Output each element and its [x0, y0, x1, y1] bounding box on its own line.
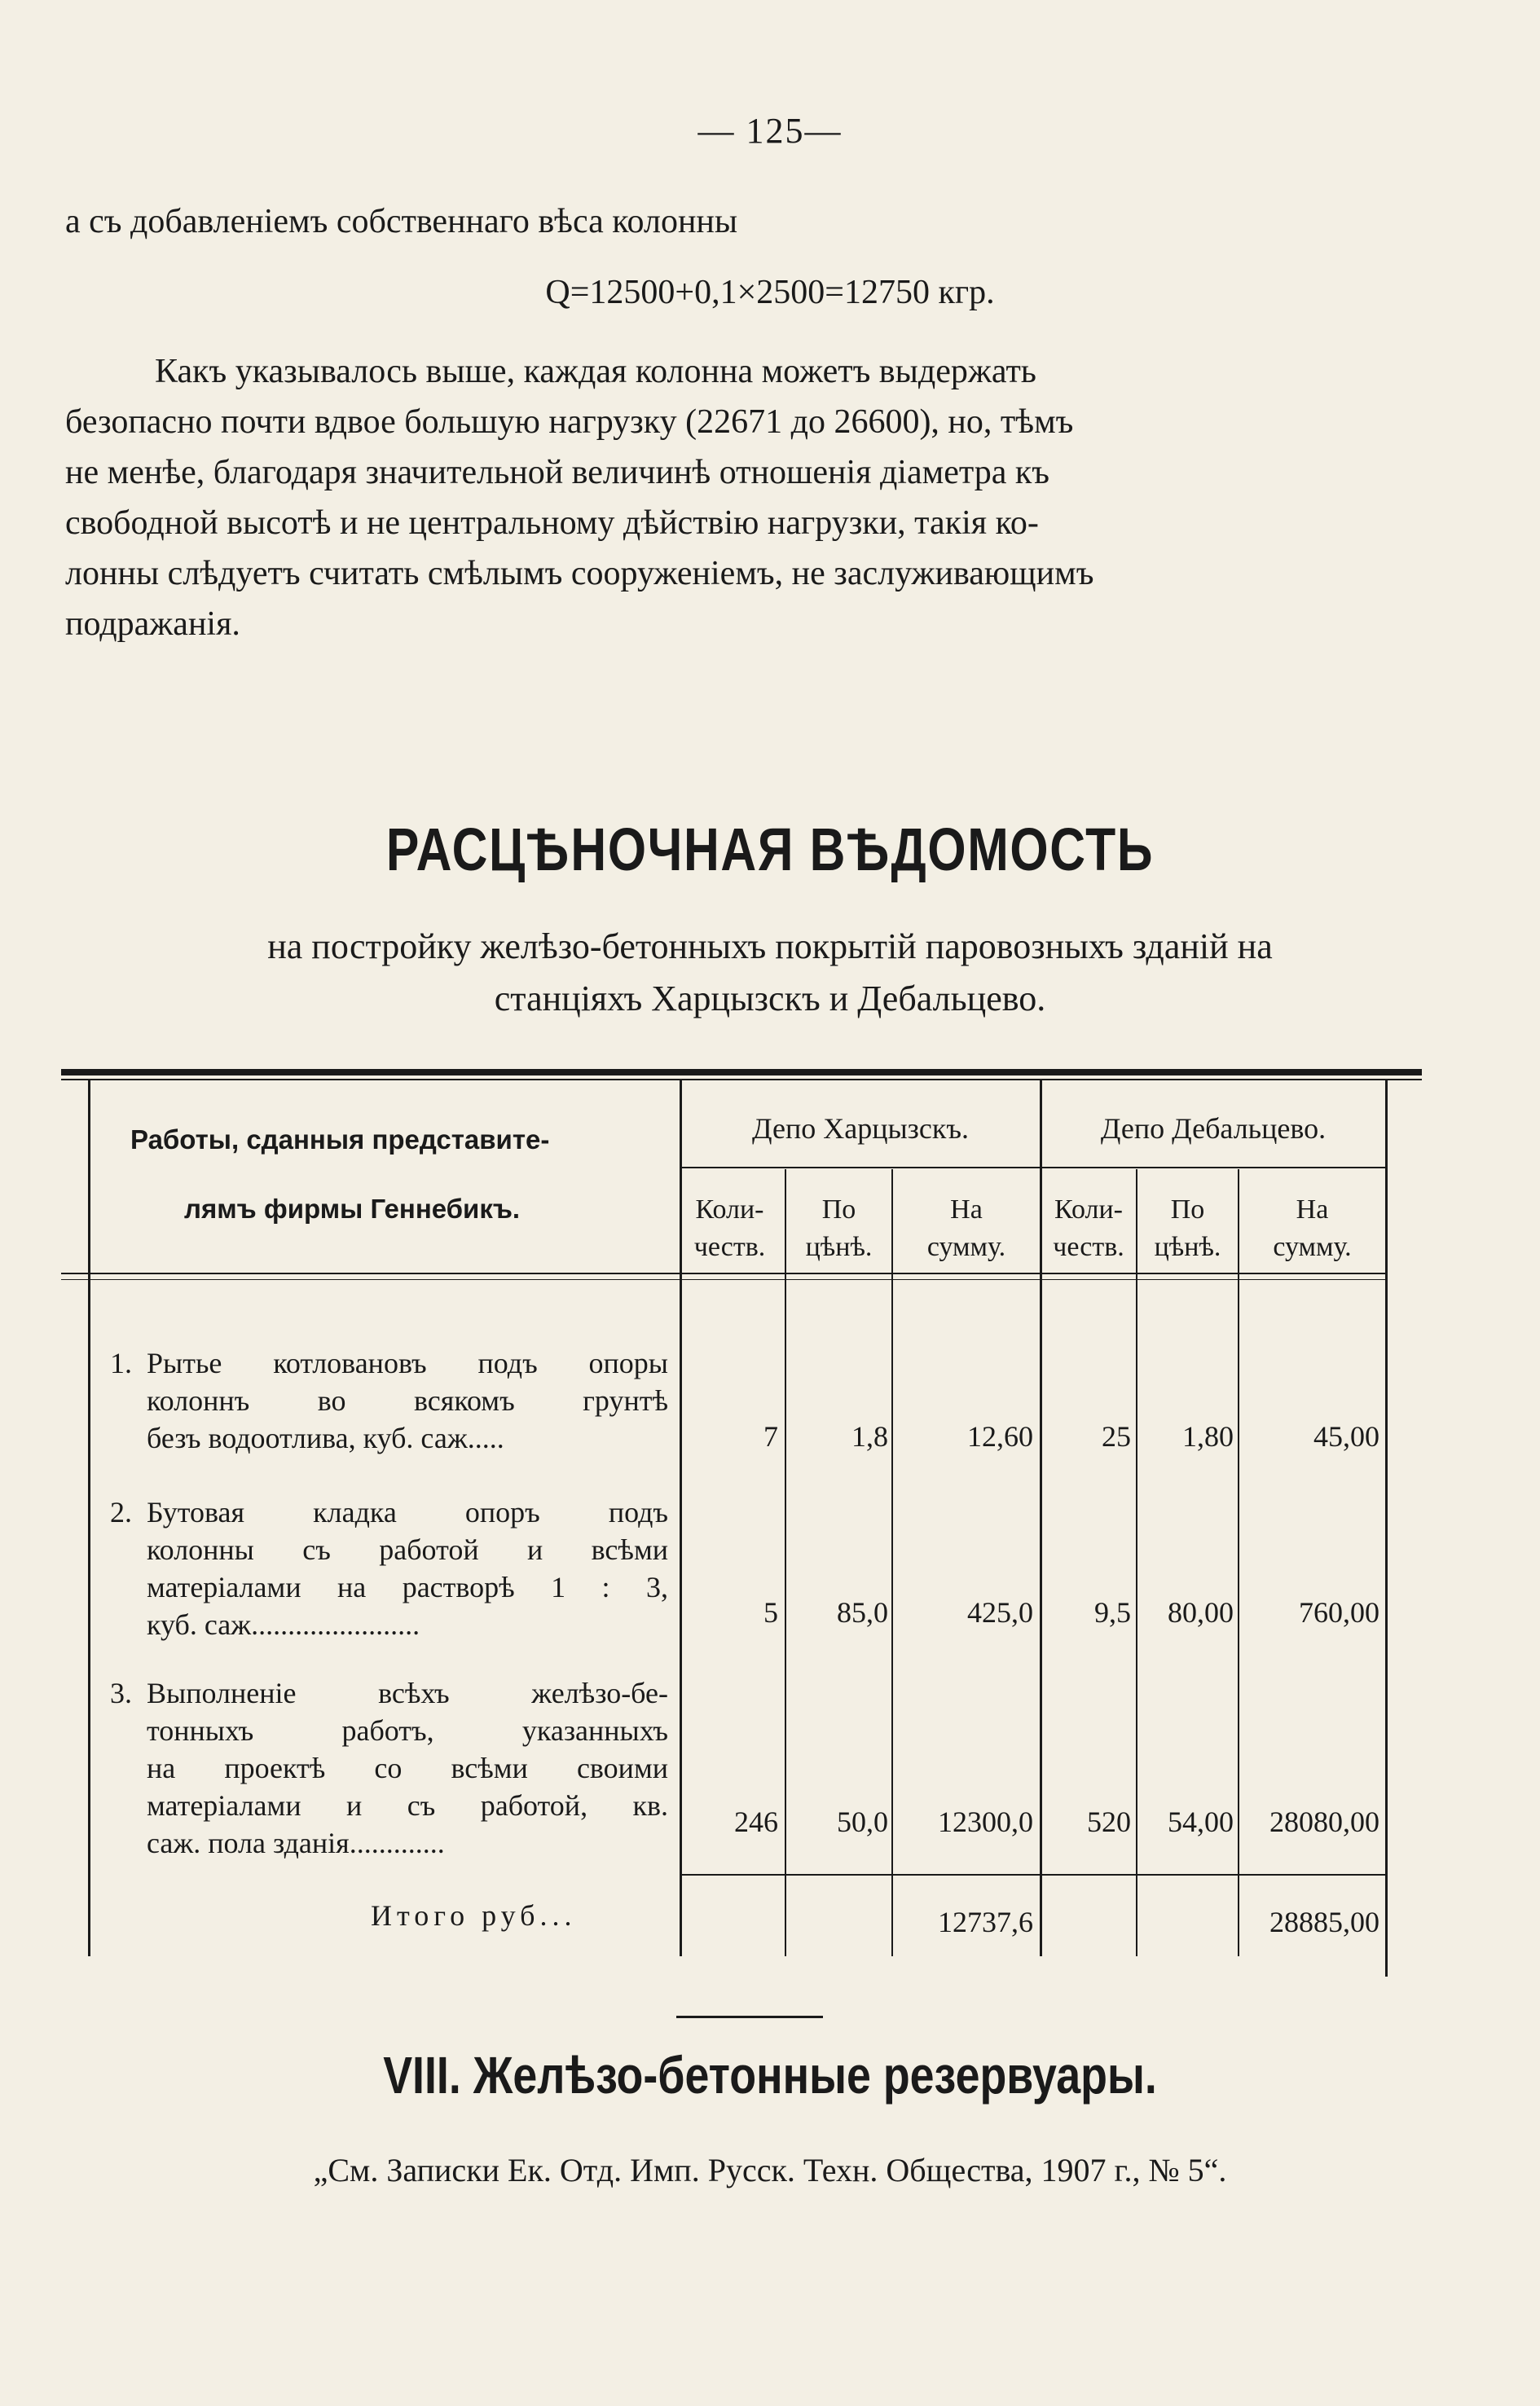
cell-h-sum: 425,0	[967, 1596, 1033, 1629]
section-heading: VIII. Желѣзо-бетонные резервуары.	[383, 2046, 1157, 2105]
paragraph-line: лонны слѣдуетъ считать смѣлымъ сооруженіемъ, не заслуживающимъ	[65, 555, 1094, 592]
paragraph-line: Какъ указывалось выше, каждая колонна можетъ выдержать	[155, 353, 1036, 390]
paragraph-line: подражанія.	[65, 605, 240, 643]
row-number: 3.	[110, 1677, 132, 1709]
sub-header-line: цѣнѣ.	[1154, 1232, 1221, 1262]
row-text-line: матеріалами на растворѣ 1 : 3,	[147, 1571, 668, 1603]
total-h-sum: 12737,6	[938, 1906, 1033, 1938]
sub-header-line: Коли-	[1054, 1194, 1124, 1225]
cell-h-sum: 12300,0	[938, 1806, 1033, 1838]
sub-header-line: По	[821, 1194, 856, 1225]
row-text-line: тонныхъ работъ, указанныхъ	[147, 1714, 668, 1747]
cell-d-sum: 760,00	[1299, 1596, 1379, 1629]
cell-d-qty: 25	[1102, 1420, 1131, 1453]
row-text-line: Рытье котловановъ подъ опоры	[147, 1347, 668, 1379]
group-header-kharcyzsk: Депо Харцызскъ.	[752, 1112, 969, 1145]
paragraph-line: свободной высотѣ и не центральному дѣйствію нагрузки, такія ко-	[65, 504, 1039, 542]
sub-header-line: сумму.	[1273, 1232, 1352, 1262]
cell-h-qty: 7	[763, 1420, 778, 1453]
cell-h-price: 1,8	[851, 1420, 888, 1453]
cell-h-qty: 5	[763, 1596, 778, 1629]
cell-h-price: 85,0	[837, 1596, 888, 1629]
page-number: — 125—	[697, 111, 843, 151]
cell-d-sum: 28080,00	[1269, 1806, 1379, 1838]
cell-h-price: 50,0	[837, 1806, 888, 1838]
sub-header-sum	[893, 1191, 1040, 1266]
cell-h-qty: 246	[734, 1806, 778, 1838]
col-header-work: Работы, сданныя представите-	[130, 1124, 550, 1155]
subtitle-line: на постройку желѣзо-бетонныхъ покрытій паровозныхъ зданій на	[267, 926, 1273, 966]
row-text-line: Выполненіе всѣхъ желѣзо-бе-	[147, 1677, 668, 1709]
table-header-rule-thin	[61, 1279, 1387, 1280]
col-header-work: лямъ фирмы Геннебикъ.	[184, 1194, 521, 1224]
cell-d-qty: 520	[1087, 1806, 1131, 1838]
table-row-label	[110, 1344, 668, 1457]
row-text-line: колонны съ работой и всѣми	[147, 1533, 668, 1566]
group-header-debaltsevo: Депо Дебальцево.	[1100, 1112, 1327, 1145]
table-row-label	[110, 1674, 668, 1862]
table-border-left	[88, 1080, 90, 1956]
sub-header-line: сумму.	[926, 1232, 1006, 1262]
cell-d-price: 54,00	[1168, 1806, 1234, 1838]
table-row-label	[110, 1493, 668, 1643]
cell-h-sum: 12,60	[967, 1420, 1033, 1453]
formula: Q=12500+0,1×2500=12750 кгр.	[545, 274, 995, 311]
table-top-rule	[61, 1069, 1422, 1075]
sub-header-line: Коли-	[695, 1194, 764, 1225]
sub-header-line: На	[950, 1194, 983, 1225]
table-top-rule-thin	[61, 1079, 1422, 1080]
footnote: „См. Записки Ек. Отд. Имп. Русск. Техн. Общества, 1907 г., № 5“.	[313, 2152, 1227, 2188]
sub-header-qty	[1041, 1191, 1136, 1266]
sub-header-line: честв.	[693, 1232, 766, 1262]
total-label: Итого руб...	[371, 1899, 577, 1932]
row-text-line: матеріалами и съ работой, кв.	[147, 1789, 668, 1822]
table-total-rule	[680, 1874, 1387, 1876]
sub-header-sum	[1239, 1191, 1385, 1266]
row-text-line: Бутовая кладка опоръ подъ	[147, 1496, 668, 1528]
row-text-line: куб. саж.......................	[147, 1608, 420, 1641]
section-divider	[676, 2016, 823, 2018]
document-subtitle	[0, 921, 1540, 1025]
row-number: 2.	[110, 1496, 132, 1528]
row-number: 1.	[110, 1347, 132, 1379]
sub-header-line: цѣнѣ.	[805, 1232, 873, 1262]
sub-header-price	[786, 1191, 891, 1266]
table-border-right	[1385, 1080, 1388, 1977]
cell-d-sum: 45,00	[1313, 1420, 1379, 1453]
cell-d-qty: 9,5	[1094, 1596, 1131, 1629]
subtitle-line: станціяхъ Харцызскъ и Дебальцево.	[494, 979, 1046, 1018]
cell-d-price: 80,00	[1168, 1596, 1234, 1629]
document-title: РАСЦѢНОЧНАЯ ВѢДОМОСТЬ	[385, 816, 1155, 883]
sub-header-line: По	[1170, 1194, 1205, 1225]
paragraph-line: не менѣе, благодаря значительной величинѣ отношенія діаметра къ	[65, 454, 1049, 491]
row-text-line: колоннъ во всякомъ грунтѣ	[147, 1384, 668, 1417]
row-text-line: безъ водоотлива, куб. саж.....	[147, 1422, 504, 1454]
table-header-rule	[61, 1273, 1387, 1274]
paragraph-line: безопасно почти вдвое большую нагрузку (22671 до 26600), но, тѣмъ	[65, 403, 1074, 441]
body-paragraph	[65, 346, 1434, 649]
table-group-rule	[680, 1167, 1387, 1168]
row-text-line: на проектѣ со всѣми своими	[147, 1752, 668, 1784]
sub-header-line: На	[1296, 1194, 1329, 1225]
sub-header-line: честв.	[1053, 1232, 1124, 1262]
sub-header-price	[1137, 1191, 1238, 1266]
total-d-sum: 28885,00	[1269, 1906, 1379, 1938]
cell-d-price: 1,80	[1182, 1420, 1234, 1453]
row-text-line: саж. пола зданія.............	[147, 1827, 445, 1859]
sub-header-qty	[675, 1191, 785, 1266]
intro-line: а съ добавленіемъ собственнаго вѣса колонны	[65, 203, 738, 240]
